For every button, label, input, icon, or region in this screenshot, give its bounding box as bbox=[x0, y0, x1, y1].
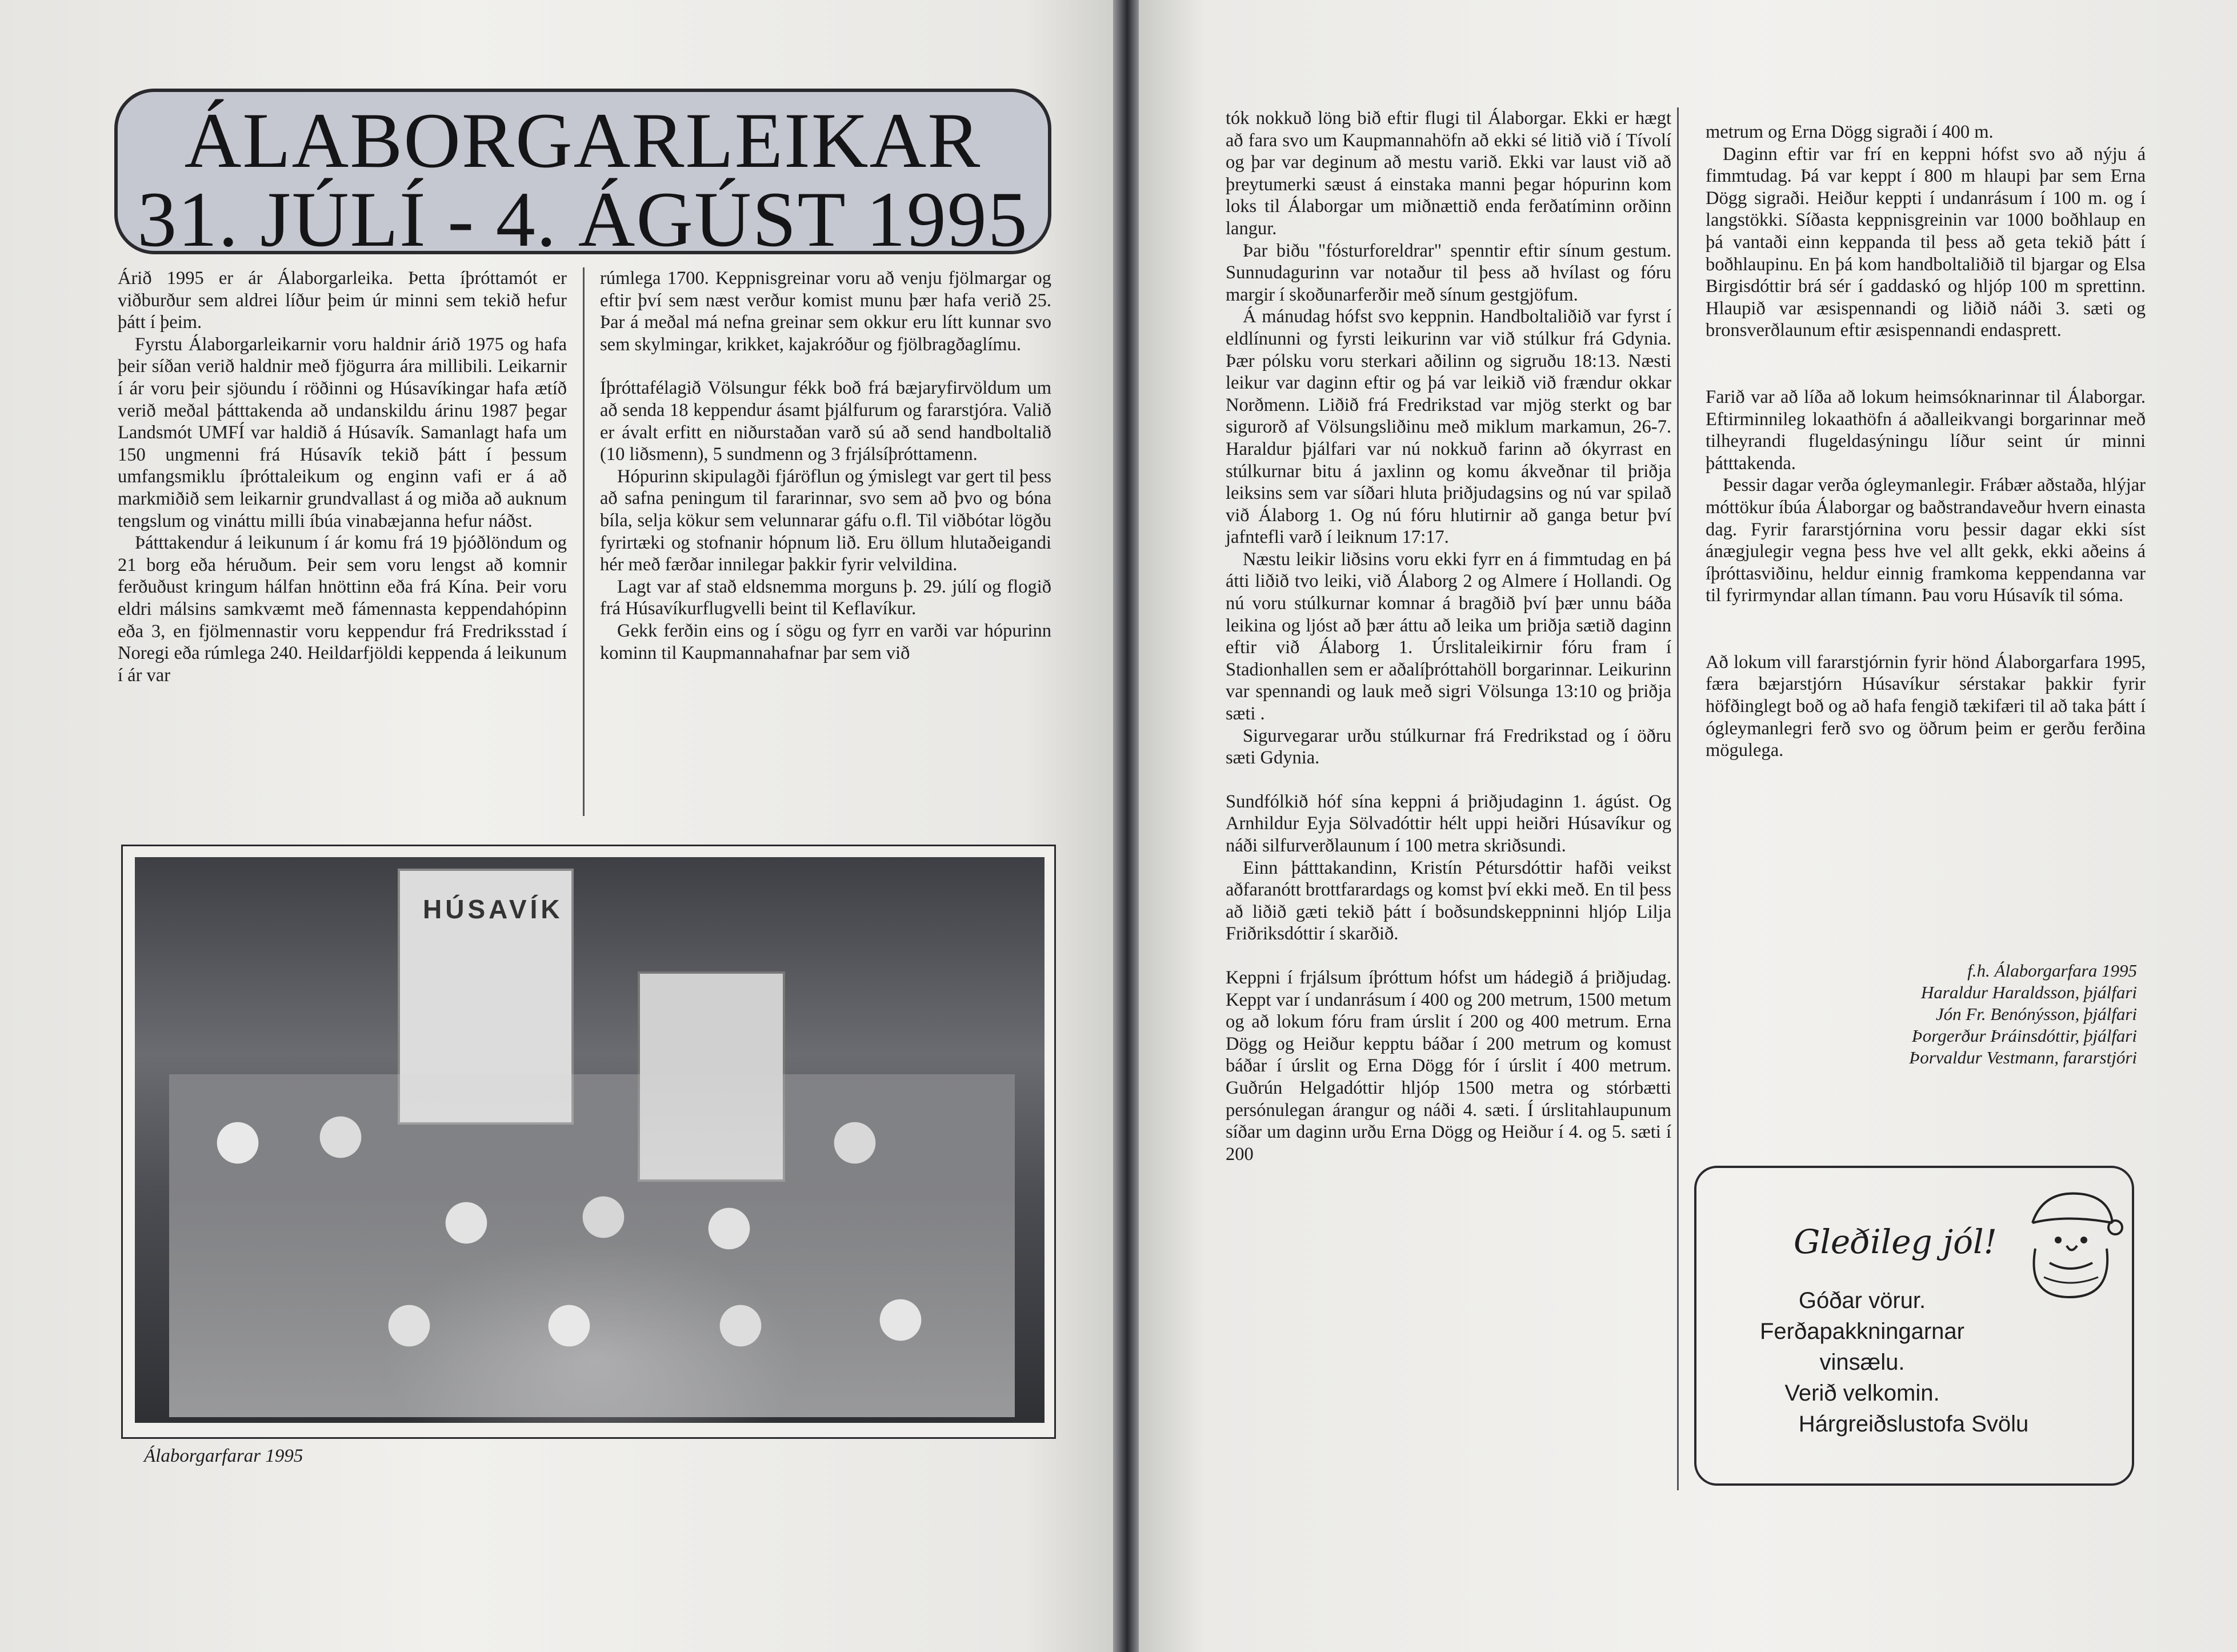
ad-line: Góðar vörur. bbox=[1798, 1288, 1926, 1313]
paragraph: Þar biðu "fósturforeldrar" spenntir eftir sínum gestum. Sunnudagurinn var notaður til þess að hvílast og fóru margir í skoðunarferðir með sínum gestgjöfum. bbox=[1226, 240, 1671, 305]
paragraph: Þátttakendur á leikunum í ár komu frá 19 þjóðlöndum og 21 borg eða héruðum. Þeir sem voru lengst að komnir ferðuðust kringum hálfan hnöttinn eða frá Kína. Þeir voru eldri málsins samkvæmt með fámennasta keppendahópinn eða 3, en fjölmennastir voru keppendur frá Fredriksstad í Noregi eða rúmlega 240. Heildarfjöldi keppenda á leikunum í ár var bbox=[118, 533, 567, 686]
group-photo bbox=[135, 857, 1045, 1423]
paragraph: Einn þátttakandinn, Kristín Pétursdóttir hafði veikst aðfaranótt brottfarardags og komst því ekki með. En til þess að liðið gæti tekið þátt í boðsundskeppninni hljóp Lilja Friðriksdóttir í skarðið. bbox=[1226, 857, 1671, 945]
paragraph: Daginn eftir var frí en keppni hófst svo að nýju á fimmtudag. Þá var keppt í 800 m hlaupi þar sem Erna Dögg sigraði. Heiður keppti í undanrásum í 100 m. og í langstökki. Síðasta keppnisgreinin var 1000 boðhlaup en þá vantaði einn keppanda til þess að geta tekið þátt í boðhlaupinu. En þá kom handboltaliðið til bjargar og Elsa Birgisdóttir brá sér í gaddaskó og hljóp 100 m sprettinn. Hlaupið var æsispennandi og liðið náði 3. sæti og bronsverðlaunum eftir æsispennandi endasprett. bbox=[1706, 143, 2146, 341]
ad-line: Verið velkomin. bbox=[1784, 1381, 1940, 1406]
paragraph: metrum og Erna Dögg sigraði í 400 m. bbox=[1706, 122, 1994, 142]
signature-line: Þorvaldur Vestmann, fararstjóri bbox=[1909, 1047, 2137, 1067]
paragraph: Sundfólkið hóf sína keppni á þriðjudaginn 1. ágúst. Og Arnhildur Eyja Sölvadóttir hélt uppi heiðri Húsavíkur og náði silfurverðlaunum í 100 metra skriðsundi. bbox=[1226, 791, 1671, 856]
title-banner bbox=[114, 89, 1051, 263]
paragraph: Næstu leikir liðsins voru ekki fyrr en á fimmtudag en þá átti liðið tvo leiki, við Álaborg 2 og Almere í Hollandi. Og nú voru stúlkurnar komnar á bragðið því þær unnu báða leikina og ljóst að þær áttu að leika um þriðja sætið daginn eftir við Álaborg 1. Úrslitaleikirnir fóru fram í Stadionhallen sem er aðalíþróttahöll borgarinnar. Leikurinn var spennandi og lauk með sigri Völsunga 13:10 og þriðja sæti . bbox=[1226, 549, 1671, 725]
paragraph: Á mánudag hófst svo keppnin. Handboltaliðið var fyrst í eldlínunni og fyrsti leikurinn var við stúlkur frá Gdynia. Þær pólsku voru sterkari aðilinn og sigruðu 18:13. Næsti leikur var daginn eftir og þá var leikið við frændur okkar Norðmenn. Liðið frá Fredrikstad var mjög sterkt og bar sigurorð af Völsungsliðinu með miklum markamun, 26-7. Haraldur þjálfari var nú nokkuð farinn að ókyrrast en stúlkurnar bitu á jaxlinn og komu ákveðnar til þriðja leiksins sem var síðari hluta þriðjudagsins og nú var spilað við Álaborg 1. Og nú fóru hlutirnir að ganga betur því jafntefli varð í leiknum 17:17. bbox=[1226, 306, 1671, 548]
column-rule bbox=[1677, 107, 1679, 1490]
right-column-1 bbox=[1226, 107, 1671, 1165]
paragraph: Íþróttafélagið Völsungur fékk boð frá bæjaryfirvöldum um að senda 18 keppendur ásamt þjálfurum og fararstjóra. Valið er ávalt erfitt en niðurstaðan varð sú að send handboltalið (10 liðsmenn), 5 sundmenn og 3 frjálsíþróttamenn. bbox=[600, 378, 1051, 465]
team-group bbox=[169, 1074, 1015, 1417]
paragraph: Að lokum vill fararstjórnin fyrir hönd Álaborgarfara 1995, færa bæjarstjórn Húsavíkur sérstakar þakkir fyrir höfðinglegt boð og að hafa fengið tækifæri til að taka þátt í ógleymanlegri ferð svo og öðrum þeim er gerðu ferðina mögulega. bbox=[1706, 651, 2146, 761]
signature-line: Jón Fr. Benónýsson, þjálfari bbox=[1935, 1004, 2137, 1024]
photo-caption: Álaborgarfarar 1995 bbox=[144, 1446, 303, 1466]
ad-line: Hárgreiðslustofa Svölu bbox=[1798, 1411, 2029, 1437]
signature-block bbox=[1691, 960, 2137, 1069]
book-gutter bbox=[1113, 0, 1139, 1652]
advertisement-box bbox=[1694, 1166, 2134, 1486]
paragraph: Hópurinn skipulagði fjáröflun og ýmislegt var gert til þess að safna peningum til fararinnar, svo sem að þvo og bóna bíla, selja kökur sem velunnarar gáfu o.fl. Til viðbótar lögðu fyrirtæki og stofnanir hópnum lið. Eru öllum hlutaðeigandi hér með færðar innilegar þakkir fyrir velvildina. bbox=[600, 466, 1051, 575]
paragraph: tók nokkuð löng bið eftir flugi til Álaborgar. Ekki er hægt að fara svo um Kaupmannahöfn að ekki sé litið við í Tívolí og þar var deginum að mestu varið. Ekki var laust við að þreytumerki sæust á einstaka manni þegar hópurinn kom loks til Álaborgar um miðnættið enda ferðatíminn orðinn langur. bbox=[1226, 108, 1671, 239]
left-column-2 bbox=[600, 267, 1051, 664]
signature-line: Þorgerður Þráinsdóttir, þjálfari bbox=[1911, 1026, 2137, 1046]
santa-icon bbox=[2010, 1183, 2124, 1303]
paragraph: Fyrstu Álaborgarleikarnir voru haldnir árið 1975 og hafa þeir síðan verið haldnir með fjögurra ára millibili. Leikarnir í ár voru þeir sjöundu í röðinni og Húsavíkingar hafa ætíð verið meðal þátttakenda að undanskildu árinu 1987 þegar Landsmót UMFÍ var haldið á Húsavík. Samanlagt hafa um 150 ungmenni frá Húsavík tekið þátt í þessum umfangsmiklu íþróttaleikum og enginn vafi er á að markmiðið sem leikarnir grundvallast á og miða að auknum tengslum og vináttu milli íbúa vinabæjanna hefur náðst. bbox=[118, 334, 567, 531]
left-column-1 bbox=[118, 267, 567, 686]
paragraph: Gekk ferðin eins og í sögu og fyrr en varði var hópurinn kominn til Kaupmannahafnar þar sem við bbox=[600, 620, 1051, 663]
column-rule bbox=[583, 267, 585, 816]
ad-greeting: Gleðileg jól! bbox=[1794, 1222, 1997, 1261]
paragraph: Keppni í frjálsum íþróttum hófst um hádegið á þriðjudag. Keppt var í undanrásum í 400 og 200 metrum, 1500 metum og að lokum fóru fram úrslit í 200 og 400 metrum. Erna Dögg og Heiður kepptu báðar í 200 metrum og komust báðar í úrslit og Erna Dögg fór í úrslit í 400 metrum. Guðrún Helgadóttir hljóp 1500 metra og stórbætti persónulegan árangur og náði 4. sæti. Í úrslitahlaupunum síðar um daginn urðu Erna Dögg og Heiður í 4. og 5. sæti í 200 bbox=[1226, 967, 1671, 1165]
title-line-2: 31. JÚLÍ - 4. ÁGÚST 1995 bbox=[137, 175, 1029, 263]
paragraph: Þessir dagar verða ógleymanlegir. Frábær aðstaða, hlýjar móttökur íbúa Álaborgar og baðstrandaveður hvern einasta dag. Fyrir fararstjórnina voru þessir dagar ekki síst ánægjulegir vegna þess hve vel allt gekk, ekki aðeins á íþróttasviðinu, heldur einnig framkoma keppendanna var til fyrirmyndar allan tímann. Þau voru Húsavík til sóma. bbox=[1706, 475, 2146, 606]
paragraph: Árið 1995 er ár Álaborgarleika. Þetta íþróttamót er viðburður sem aldrei líður þeim úr minni sem tekið hefur þátt í þeim. bbox=[118, 268, 567, 333]
ad-line: vinsælu. bbox=[1819, 1350, 1905, 1375]
title-line-1: ÁLABORGARLEIKAR bbox=[184, 97, 982, 184]
paragraph: Sigurvegarar urðu stúlkurnar frá Fredrikstad og í öðru sæti Gdynia. bbox=[1226, 725, 1671, 769]
paragraph: Lagt var af stað eldsnemma morguns þ. 29. júlí og flogið frá Húsavíkurflugvelli beint til Keflavíkur. bbox=[600, 576, 1051, 619]
ad-line: Ferðapakkningarnar bbox=[1760, 1319, 1964, 1344]
signature-line: Haraldur Haraldsson, þjálfari bbox=[1920, 982, 2137, 1002]
right-column-2 bbox=[1706, 121, 2146, 762]
paragraph: Farið var að líða að lokum heimsóknarinnar til Álaborgar. Eftirminnileg lokaathöfn á aðalleikvangi borgarinnar með tilheyrandi flugeldasýningu líður seint úr minni þátttakenda. bbox=[1706, 386, 2146, 474]
signature-line: f.h. Álaborgarfara 1995 bbox=[1967, 961, 2137, 981]
paragraph: rúmlega 1700. Keppnisgreinar voru að venju fjölmargar og eftir því sem næst verður komist munu þær hafa verið 25. Þar á meðal má nefna greinar sem okkur eru lítt kunnar svo sem skylmingar, krikket, kajakróður og fjölbragðaglímu. bbox=[600, 268, 1051, 355]
flag-text: HÚSAVÍK bbox=[423, 894, 563, 924]
